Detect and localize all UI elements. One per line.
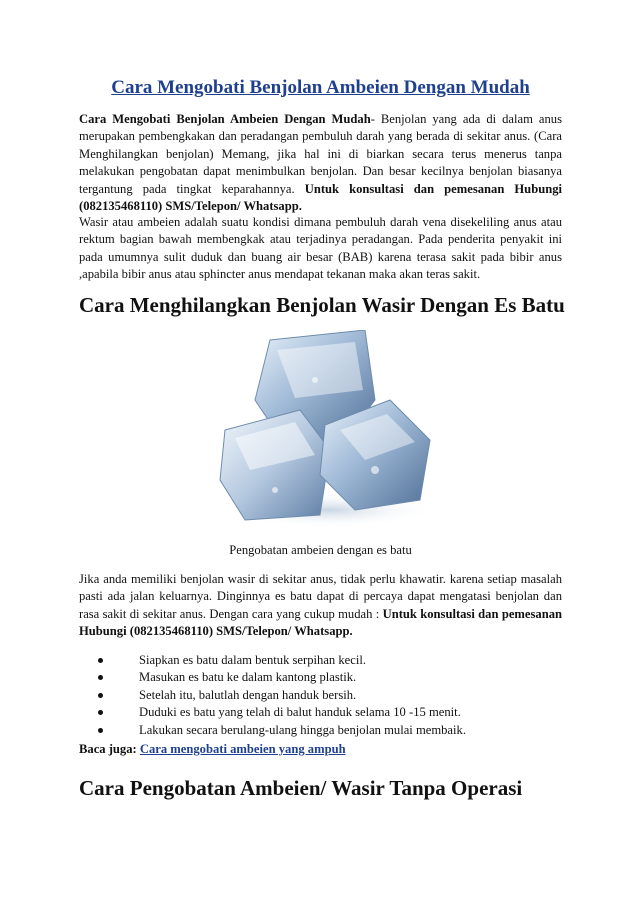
bullet-icon <box>98 658 103 663</box>
list-item <box>79 669 466 686</box>
intro-lead: Cara Mengobati Benjolan Ambeien Dengan Mudah <box>79 112 371 126</box>
list-item-text: Siapkan es batu dalam bentuk serpihan kecil. <box>139 653 366 667</box>
list-item <box>79 652 466 669</box>
bullet-icon <box>98 693 103 698</box>
baca-juga-label: Baca juga: <box>79 742 137 756</box>
section-heading-tanpa-operasi: Cara Pengobatan Ambeien/ Wasir Tanpa Operasi <box>79 776 523 800</box>
page-title: Cara Mengobati Benjolan Ambeien Dengan Mudah <box>111 77 530 98</box>
steps-list <box>79 652 466 739</box>
list-item-text: Setelah itu, balutlah dengan handuk bersih. <box>139 687 357 702</box>
baca-juga-link[interactable]: Cara mengobati ambeien yang ampuh <box>139 742 346 756</box>
bullet-icon <box>98 728 103 733</box>
es-batu-text: Jika anda memiliki benjolan wasir di sekitar anus, tidak perlu khawatir. karena setiap masalah pasti ada jalan keluarnya. Dinginnya es batu dapat di percaya dapat mengatasi benjolan dan rasa sakit di sekitar anus. Dengan cara yang cukup mudah : <box>79 572 562 621</box>
list-item-text: Lakukan secara berulang-ulang hingga benjolan mulai membaik. <box>139 722 466 737</box>
intro-paragraph <box>79 111 562 215</box>
bullet-icon <box>98 675 103 680</box>
ice-cubes-image <box>215 330 435 535</box>
intro-text: - Benjolan yang ada di dalam anus merupakan pembengkakan dan peradangan pembuluh darah yang berada di sekitar anus. (Cara Menghilangkan benjolan) Memang, jika hal ini di biarkan secara terus menerus tanpa melakukan pengobatan dapat menimbulkan benjolan. Dan besar kecilnya benjolan biasanya tergantung pada tingkat keparahannya. <box>79 112 562 196</box>
list-item <box>79 722 466 739</box>
bullet-icon <box>98 710 103 715</box>
wasir-paragraph: Wasir atau ambeien adalah suatu kondisi dimana pembuluh darah vena disekeliling anus atau rektum bagian bawah membengkak atau terjadinya peradangan. Pada penderita penyakit ini pada umumnya sulit duduk dan buang air besar (BAB) karena terasa sakit pada bibir anus ,apabila bibir anus atau sphincter anus mendapat tekanan maka akan teras sakit. <box>79 215 562 282</box>
es-batu-contact: Untuk konsultasi dan pemesanan Hubungi (082135468110) SMS/Telepon/ Whatsapp. <box>79 606 563 639</box>
image-caption: Pengobatan ambeien dengan es batu <box>229 543 412 557</box>
list-item <box>79 704 466 721</box>
section-heading-es-batu: Cara Menghilangkan Benjolan Wasir Dengan Es Batu <box>79 293 565 317</box>
es-batu-paragraph <box>79 571 562 641</box>
list-item-text: Masukan es batu ke dalam kantong plastik. <box>139 670 357 685</box>
list-item <box>79 687 466 704</box>
list-item-text: Duduki es batu yang telah di balut handuk selama 10 -15 menit. <box>139 705 461 720</box>
baca-juga <box>79 742 346 757</box>
intro-contact: Untuk konsultasi dan pemesanan Hubungi (082135468110) SMS/Telepon/ Whatsapp. <box>79 181 562 214</box>
